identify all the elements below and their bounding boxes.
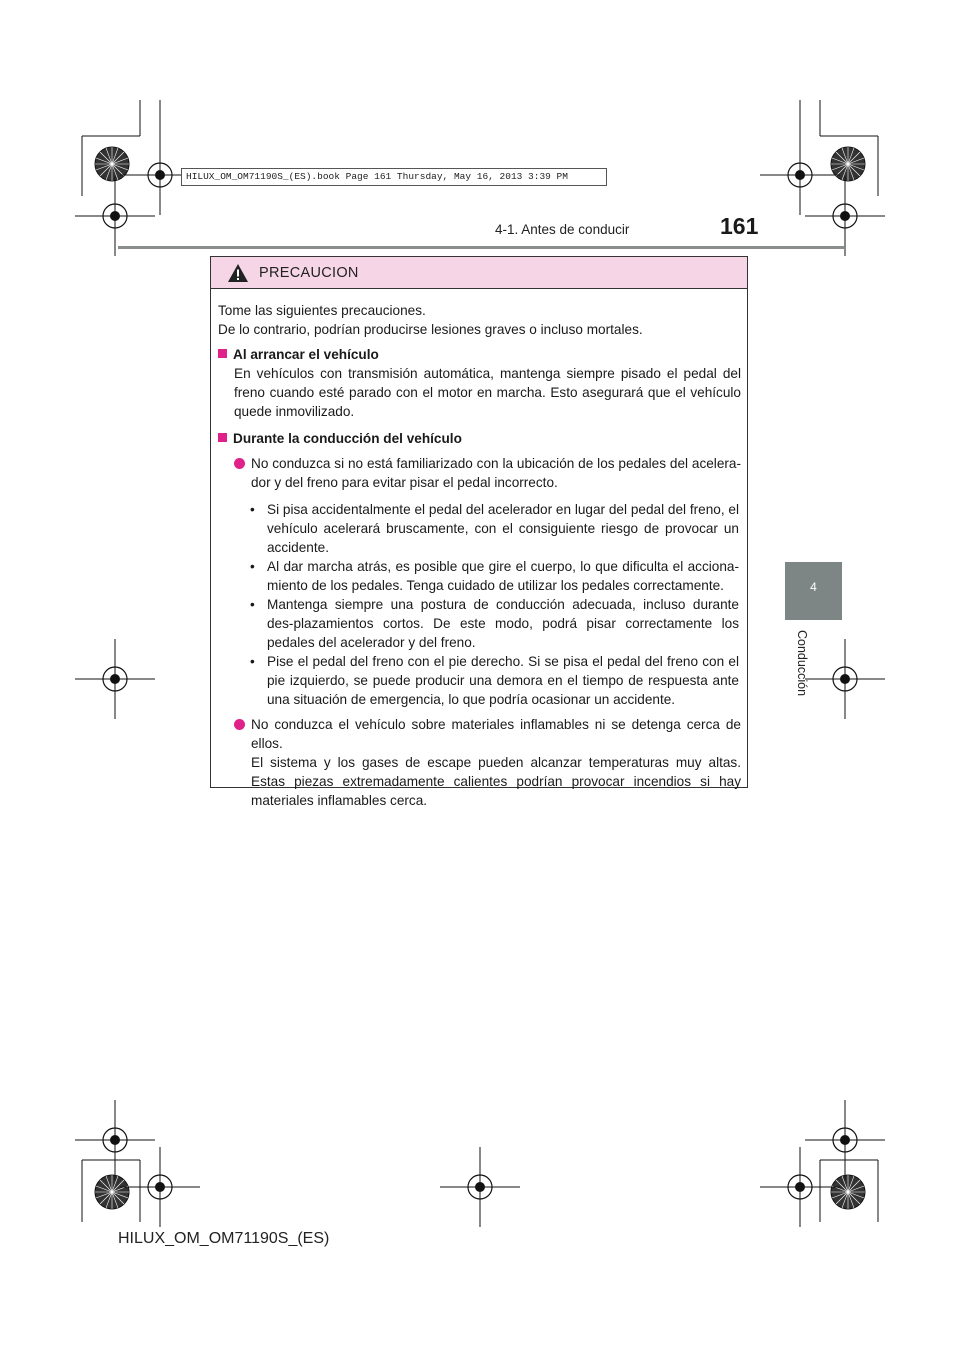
bullet-text: No conduzca el vehículo sobre materiales inflamables ni se detenga cerca de ellos. El sistema y los gases de escape pueden alcanzar temperaturas muy altas. Estas piezas extremadamente calientes podrían provocar incendios si hay materiales inflamables cerca. bbox=[251, 717, 741, 808]
warning-triangle-icon bbox=[227, 263, 249, 283]
list-item: • Si pisa accidentalmente el pedal del acelerador en lugar del pedal del freno, el vehículo acelerará bruscamente, con el consiguiente riesgo de provocar un accidente. bbox=[250, 502, 739, 555]
circle-bullet-icon bbox=[234, 458, 245, 469]
subheading-text: Al arrancar el vehículo bbox=[233, 347, 379, 362]
list-item: • Al dar marcha atrás, es posible que gire el cuerpo, lo que dificulta el acciona-miento de los pedales. Tenga cuidado de utilizar los pedales correctamente. bbox=[250, 559, 739, 593]
bullet-text: No conduzca si no está familiarizado con la ubicación de los pedales del acelera-dor y del freno para evitar pisar el pedal incorrecto. bbox=[251, 456, 741, 490]
subheading-starting bbox=[218, 345, 741, 364]
subheading-text: Durante la conducción del vehículo bbox=[233, 431, 462, 446]
circle-bullet-icon bbox=[234, 719, 245, 730]
print-metadata: HILUX_OM_OM71190S_(ES).book Page 161 Thursday, May 16, 2013 3:39 PM bbox=[181, 168, 607, 186]
square-bullet-icon bbox=[218, 349, 227, 358]
caution-body bbox=[211, 289, 747, 810]
square-bullet-icon bbox=[218, 433, 227, 442]
subheading-driving bbox=[218, 429, 741, 448]
footer-doc-code: HILUX_OM_OM71190S_(ES) bbox=[118, 1230, 330, 1247]
caution-intro-line: Tome las siguientes precauciones. bbox=[218, 303, 426, 318]
paragraph-starting: En vehículos con transmisión automática, mantenga siempre pisado el pedal del freno cuando esté parado con el motor en marcha. Esto asegurará que el vehículo quede inmovilizado. bbox=[234, 366, 741, 419]
caution-header bbox=[211, 257, 747, 289]
page-number: 161 bbox=[720, 213, 759, 239]
chapter-tab bbox=[785, 562, 842, 620]
caution-intro-line: De lo contrario, podrían producirse lesiones graves o incluso mortales. bbox=[218, 322, 643, 337]
header-rule bbox=[118, 246, 844, 249]
chapter-number: 4 bbox=[810, 580, 817, 594]
list-item: • Mantenga siempre una postura de conducción adecuada, incluso durante des-plazamientos cortos. De este modo, podrá pisar correctamente los pedales del acelerador y del freno. bbox=[250, 597, 739, 650]
caution-box bbox=[210, 256, 748, 808]
caution-title: PRECAUCION bbox=[259, 264, 359, 281]
chapter-label: Conducción bbox=[795, 630, 809, 697]
dash-list bbox=[218, 500, 741, 709]
bullet-item bbox=[218, 454, 741, 492]
bullet-item bbox=[218, 715, 741, 810]
list-item: • Pise el pedal del freno con el pie derecho. Si se pisa el pedal del freno con el pie izquierdo, se puede producir una demora en el tiempo de respuesta ante una situación de emergencia, lo que podría ocasionar un accidente. bbox=[250, 654, 739, 707]
section-title: 4-1. Antes de conducir bbox=[495, 222, 630, 237]
